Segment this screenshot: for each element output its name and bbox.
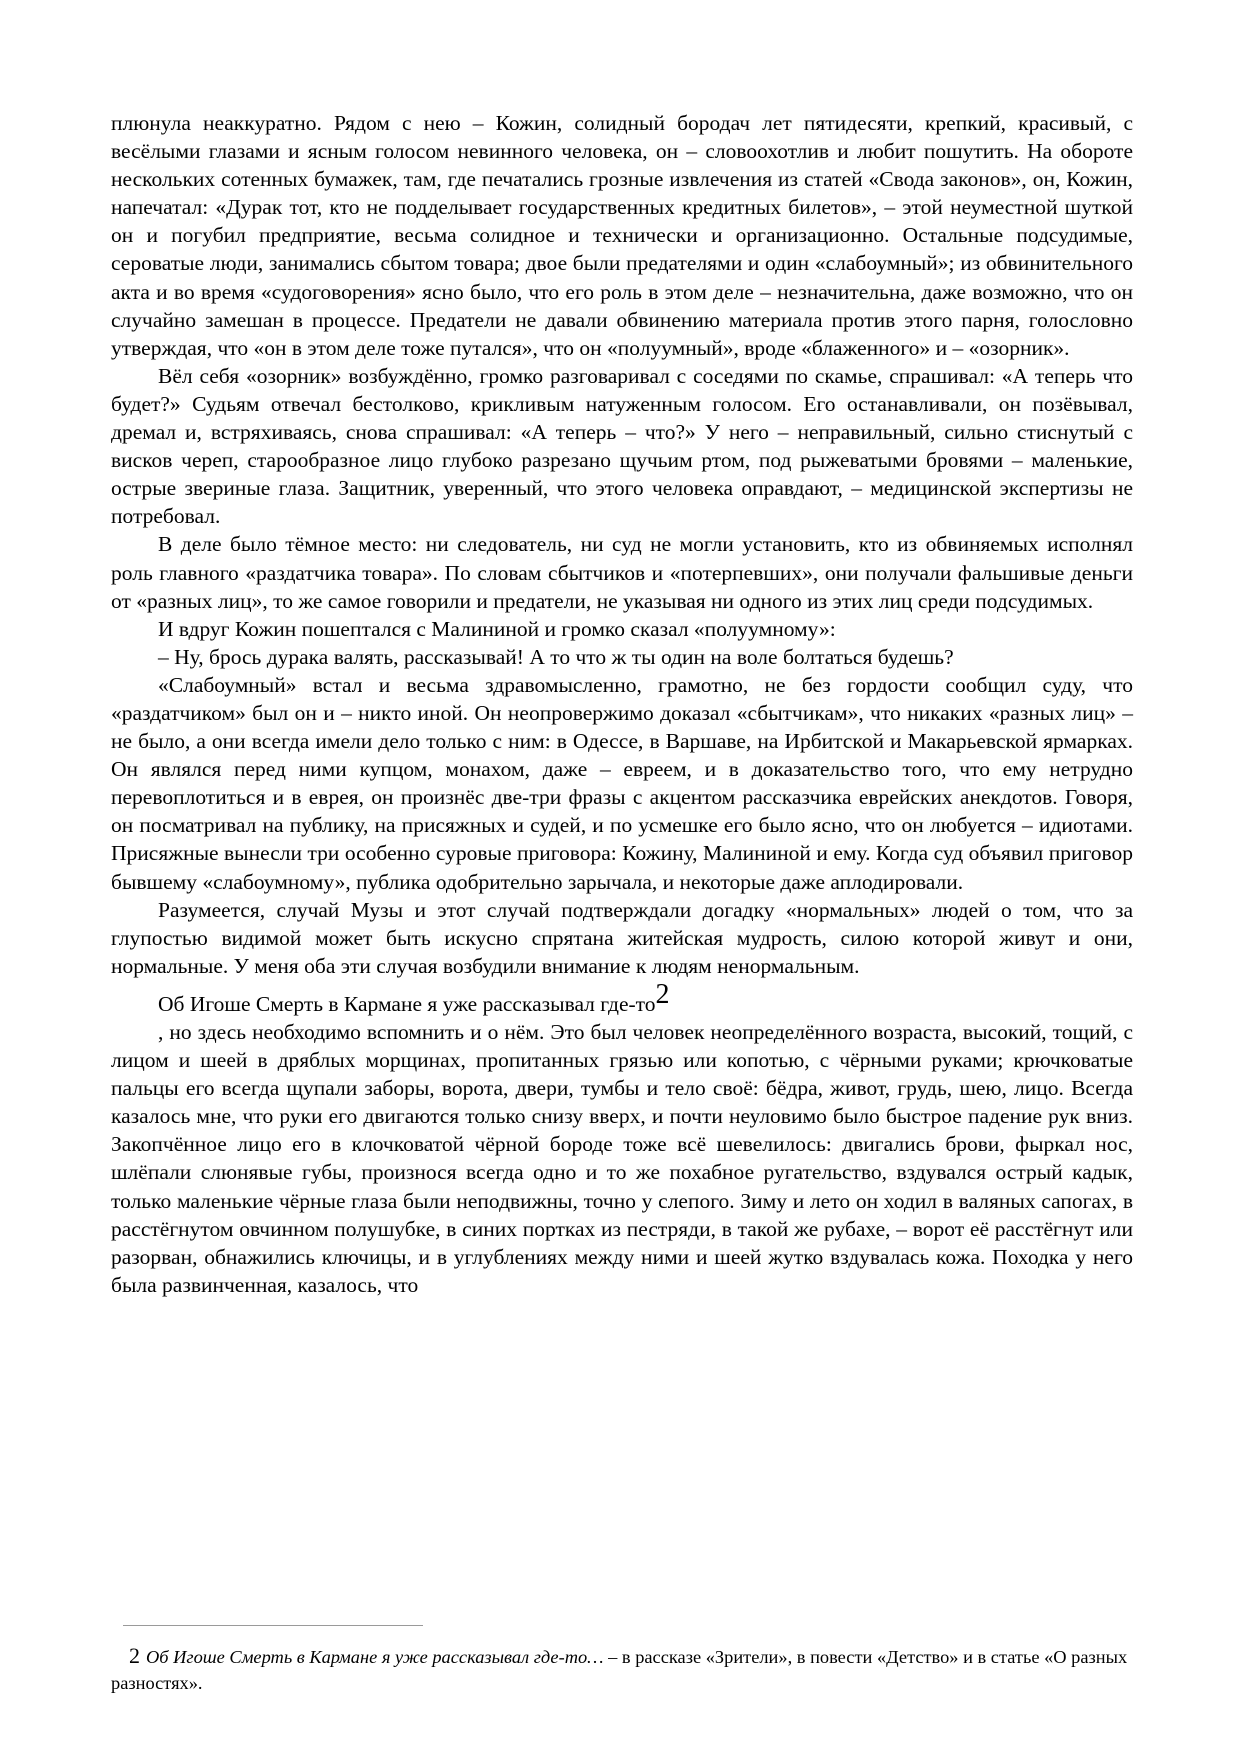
paragraph: Разумеется, случай Музы и этот случай подтверждали догадку «нормальных» людей о том, что за глупостью видимой может быть искусно спрятана житейская мудрость, силою которой живут и они, нормальные. У меня оба эти случая возбудили внимание к людям ненормальным.	[111, 897, 1133, 978]
paragraph-text: Об Игоше Смерть в Кармане я уже рассказывал где-то	[158, 991, 656, 1016]
paragraph: В деле было тёмное место: ни следователь, ни суд не могли установить, кто из обвиняемых исполнял роль главного «раздатчика товара». По словам сбытчиков и «потерпевших», они получали фальшивые деньги от «разных лиц», то же самое говорили и предатели, не указывая ни одного из этих лиц среди подсудимых.	[111, 532, 1133, 613]
paragraph-with-footnote-ref	[111, 978, 1133, 1018]
footnote-reference[interactable]: 2	[655, 978, 670, 1010]
footnote-quote: Об Игоше Смерть в Кармане я уже рассказывал где-то…	[146, 1647, 604, 1667]
paragraph: – Ну, брось дурака валять, рассказывай! А то что ж ты один на воле болтаться будешь?	[158, 644, 954, 669]
footnote	[111, 1643, 1161, 1696]
footnote-divider	[123, 1625, 423, 1626]
paragraph: «Слабоумный» встал и весьма здравомысленно, грамотно, не без гордости сообщил суду, что «раздатчиком» был он и – никто иной. Он неопровержимо доказал «сбытчикам», что никаких «разных лиц» – не было, а они всегда имели дело только с ним: в Одессе, в Варшаве, на Ирбитской и Макарьевской ярмарках. Он являлся перед ними купцом, монахом, даже – евреем, и в доказательство того, что ему нетрудно перевоплотиться и в еврея, он произнёс две-три фразы с акцентом рассказчика еврейских анекдотов. Говоря, он посматривал на публику, на присяжных и судей, и по усмешке его было ясно, что он любуется – идиотами. Присяжные вынесли три особенно суровые приговора: Кожину, Малининой и ему. Когда суд объявил приговор бывшему «слабоумному», публика одобрительно зарычала, и некоторые даже аплодировали.	[111, 672, 1133, 894]
footnote-text: – в рассказе «Зрители», в повести «Детство» и в статье «О разных разностях».	[111, 1647, 1128, 1693]
paragraph: плюнула неаккуратно. Рядом с нею – Кожин, солидный бородач лет пятидесяти, крепкий, красивый, с весёлыми глазами и ясным голосом невинного человека, он – словоохотлив и любит пошутить. На обороте нескольких сотенных бумажек, там, где печатались грозные извлечения из статей «Свода законов», он, Кожин, напечатал: «Дурак тот, кто не подделывает государственных кредитных билетов», – этой неуместной шуткой он и погубил предприятие, весьма солидное и технически и организационно. Остальные подсудимые, сероватые люди, занимались сбытом товара; двое были предателями и один «слабоумный»; из обвинительного акта и во время «судоговорения» ясно было, что его роль в этом деле – незначительна, даже возможно, что он случайно замешан в процессе. Предатели не давали обвинению материала против этого парня, голословно утверждая, что «он в этом деле тоже путался», что он «полуумный», вроде «блаженного» и – «озорник».	[111, 111, 1133, 360]
paragraph: Вёл себя «озорник» возбуждённо, громко разговаривал с соседями по скамье, спрашивал: «А теперь что будет?» Судьям отвечал бестолково, крикливым натуженным голосом. Его останавливали, он позёвывал, дремал и, встряхиваясь, снова спрашивал: «А теперь – что?» У него – неправильный, сильно стиснутый с висков череп, старообразное лицо глубоко разрезано щучьим ртом, под рыжеватыми бровями – маленькие, острые звериные глаза. Защитник, уверенный, что этого человека оправдают, – медицинской экспертизы не потребовал.	[111, 363, 1133, 529]
footnote-number: 2	[129, 1643, 140, 1668]
main-text	[111, 109, 1133, 1299]
paragraph: И вдруг Кожин пошептался с Малининой и громко сказал «полуумному»:	[158, 616, 836, 641]
paragraph: , но здесь необходимо вспомнить и о нём. Это был человек неопределённого возраста, высокий, тощий, с лицом и шеей в дряблых морщинах, пропитанных грязью или копотью, с чёрными руками; крючковатые пальцы его всегда щупали заборы, ворота, двери, тумбы и тело своё: бёдра, живот, грудь, шею, лицо. Всегда казалось мне, что руки его двигаются только снизу вверх, и почти неуловимо было быстрое падение рук вниз. Закопчённое лицо его в клочковатой чёрной бороде тоже всё шевелилось: двигались брови, фыркал нос, шлёпали слюнявые губы, произнося всегда одно и то же похабное ругательство, вздувался острый кадык, только маленькие чёрные глаза были неподвижны, точно у слепого. Зиму и лето он ходил в валяных сапогах, в расстёгнутом овчинном полушубке, в синих портках из пестряди, в такой же рубахе, – ворот её расстёгнут или разорван, обнажились ключицы, и в углублениях между ними и шеей жутко вздувалась кожа. Походка у него была развинченная, казалось, что	[111, 1020, 1133, 1297]
